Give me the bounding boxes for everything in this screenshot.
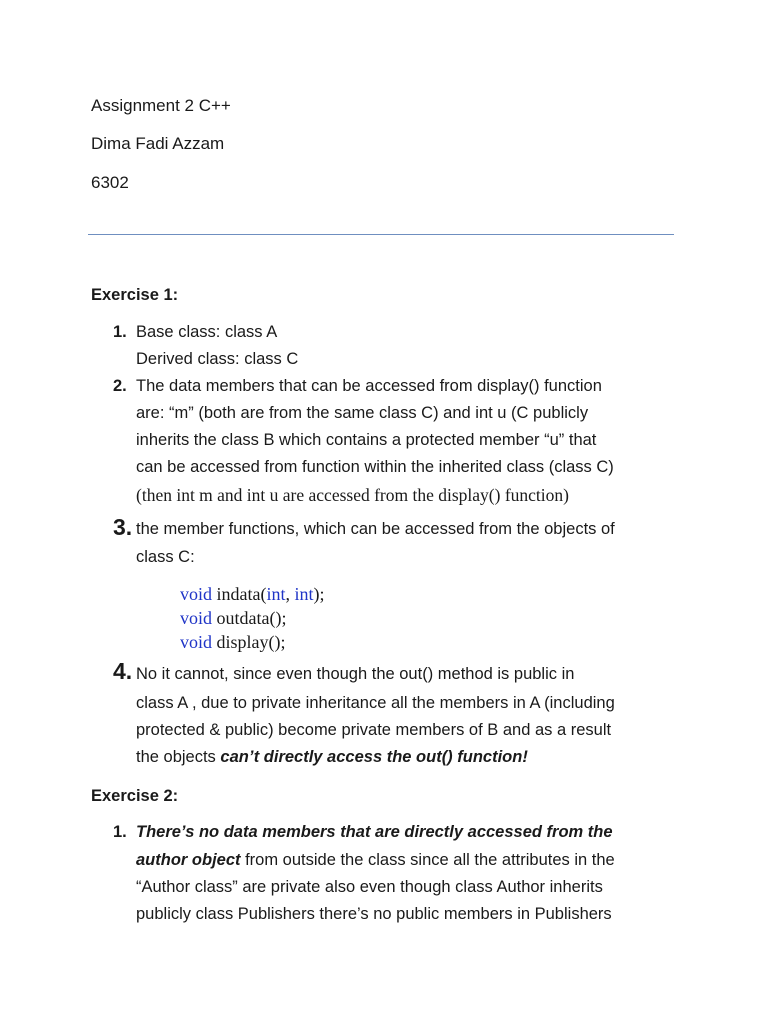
code-keyword-void: void	[180, 584, 213, 604]
ex1-q4-line3: protected & public) become private members of B and as a result	[136, 721, 612, 739]
code-keyword-int: int	[294, 584, 314, 604]
exercise2-heading: Exercise 2:	[91, 787, 179, 805]
ex1-q4-number: 4.	[113, 658, 133, 684]
code-line-display	[180, 632, 286, 653]
ex1-q2-number: 2.	[113, 377, 127, 395]
ex1-q2-line2: are: “m” (both are from the same class C) and int u (C publicly	[136, 404, 589, 422]
ex1-q4-line4-plain: the objects	[136, 748, 221, 766]
ex1-q2-line5: (then int m and int u are accessed from the display() function)	[136, 485, 569, 505]
ex1-q4-line4	[136, 748, 528, 767]
code-keyword-void: void	[180, 632, 213, 652]
ex1-q2-line3: inherits the class B which contains a protected member “u” that	[136, 431, 597, 449]
ex1-q3-line2: class C:	[136, 548, 195, 566]
code-keyword-int: int	[266, 584, 286, 604]
ex2-q1-line3: “Author class” are private also even though class Author inherits	[136, 878, 603, 896]
ex1-q1-line2: Derived class: class C	[136, 350, 299, 368]
ex2-q1-line2-plain: from outside the class since all the attributes in the	[240, 851, 615, 869]
code-keyword-void: void	[180, 608, 213, 628]
code-line-outdata	[180, 608, 287, 629]
ex1-q1-number: 1.	[113, 323, 127, 341]
code-line-indata	[180, 584, 325, 605]
code-indata-name: indata(	[212, 584, 267, 604]
code-indata-end: );	[313, 584, 325, 604]
ex1-q4-line4-emphasis: can’t directly access the out() function!	[220, 748, 528, 766]
ex2-q1-line4: publicly class Publishers there’s no public members in Publishers	[136, 905, 612, 923]
ex1-q2-line1: The data members that can be accessed from display() function	[136, 377, 602, 395]
ex1-q1-line1: Base class: class A	[136, 323, 278, 341]
ex1-q3-number: 3.	[113, 514, 133, 540]
exercise1-heading: Exercise 1:	[91, 286, 179, 304]
ex1-q3-line1: the member functions, which can be accessed from the objects of	[136, 520, 615, 538]
document-title: Assignment 2 C++	[91, 96, 231, 115]
ex2-q1-line2-emphasis: author object	[136, 851, 241, 869]
ex1-q4-line2: class A , due to private inheritance all the members in A (including	[136, 694, 615, 712]
code-indata-sep: ,	[285, 584, 295, 604]
student-id: 6302	[91, 173, 129, 192]
author-name: Dima Fadi Azzam	[91, 134, 225, 153]
ex2-q1-number: 1.	[113, 823, 127, 841]
code-display: display();	[212, 632, 286, 652]
horizontal-divider	[88, 234, 674, 235]
ex2-q1-line1: There’s no data members that are directly accessed from the	[136, 823, 613, 841]
ex1-q2-line4: can be accessed from function within the inherited class (class C)	[136, 458, 614, 476]
ex1-q4-line1: No it cannot, since even though the out() method is public in	[136, 665, 575, 683]
code-outdata: outdata();	[212, 608, 287, 628]
ex2-q1-line2	[136, 851, 615, 870]
